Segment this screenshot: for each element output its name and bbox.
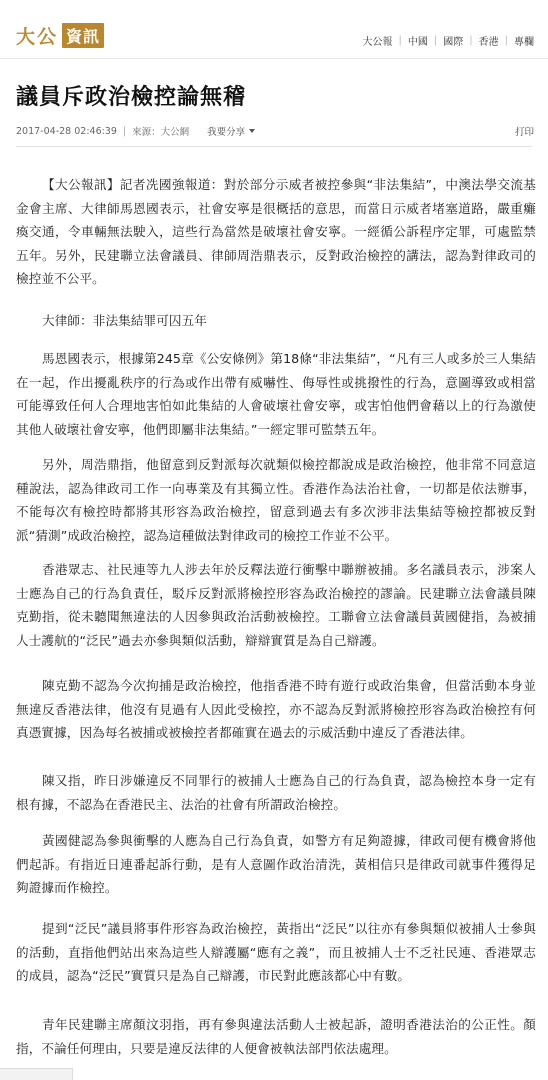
share-button[interactable] — [207, 124, 255, 138]
article-body — [16, 146, 536, 1056]
logo-box: 資訊 — [62, 23, 104, 48]
article-paragraph: 陳克勤不認為今次拘捕是政治檢控，他指香港不時有遊行或政治集會，但當活動本身並無違反香港法律，他沒有見過有人因此受檢控，亦不認為反對派將檢控形容為政治檢控有何真憑實據，因為每名被捕或被檢控者都確實在過去的示威活動中違反了香港法律。 — [16, 678, 536, 740]
bottom-tab[interactable] — [0, 1068, 73, 1080]
meta-divider: | — [122, 125, 127, 137]
nav-link-column[interactable]: 專欄 — [514, 37, 534, 48]
article-paragraph: 馬恩國表示，根據第245章《公安條例》第18條“非法集結”，“凡有三人或多於三人集結在一起，作出擾亂秩序的行為或作出帶有威嚇性、侮辱性或挑撥性的行為，意圖導致或相當可能導致任何人合理地害怕如此集結的人會破壞社會安寧，或害怕他們會藉以上的行為激使其他人破壞社會安寧，他們即屬非法集結。”一經定罪可監禁五年。 — [16, 351, 536, 437]
nav-link-takungpao[interactable]: 大公報 — [362, 37, 393, 48]
site-header — [0, 0, 548, 59]
nav-divider: | — [469, 35, 473, 46]
nav-link-international[interactable]: 國際 — [443, 37, 464, 48]
article-meta — [16, 124, 534, 138]
article-paragraph: 陳又指，昨日涉嫌違反不同罪行的被捕人士應為自己的行為負責，認為檢控本身一定有根有據，不認為在香港民主、法治的社會有所謂政治檢控。 — [16, 773, 536, 812]
article-paragraph: 黃國健認為參與衝擊的人應為自己行為負責，如警方有足夠證據，律政司便有機會將他們起訴。有指近日連番起訴行動，是有人意圖作政治清洗，黃相信只是律政司就事件獲得足夠證據而作檢控。 — [16, 833, 536, 895]
nav-link-china[interactable]: 中國 — [407, 37, 428, 48]
article-paragraph: 提到“泛民”議員將事件形容為政治檢控，黃指出“泛民”以往亦有參與類似被捕人士參與的活動，直指他們站出來為這些人辯護屬“應有之義”，而且被捕人士不乏社民連、香港眾志的成員，認為“泛民”實質只是為自己辯護，市民對此應該都心中有數。 — [16, 921, 536, 983]
chevron-down-icon — [249, 129, 255, 133]
article-title: 議員斥政治檢控論無稽 — [16, 85, 247, 110]
print-button[interactable]: 打印 — [514, 127, 534, 138]
article-source: 來源：大公網 — [132, 127, 190, 138]
share-label: 我要分享 — [207, 127, 246, 138]
publish-date: 2017-04-28 02:46:39 — [16, 125, 117, 137]
article-paragraph: 另外，周浩鼎指，他留意到反對派每次就類似檢控都說成是政治檢控，他非常不同意這種說法，認為律政司工作一向專業及有其獨立性。香港作為法治社會，一切都是依法辦事，不能每次有檢控時都將其形容為政治檢控，留意到過去有多次涉非法集結等檢控都被反對派“猜測”成政治檢控，認為這種做法對律政司的檢控工作並不公平。 — [16, 457, 536, 543]
nav-divider: | — [433, 35, 438, 46]
article-paragraph: 【大公報訊】記者冼國強報道：對於部分示威者被控參與“非法集結”，中澳法學交流基金會主席、大律師馬恩國表示，社會安寧是很概括的意思，而當日示威者堵塞道路，嚴重癱瘓交通，令車輛無法駛入，這些行為當然是破壞社會安寧。一經循公訴程序定罪，可處監禁五年。另外，民建聯立法會議員、律師周浩鼎表示，反對政治檢控的講法，認為對律政司的檢控並不公平。 — [16, 177, 536, 286]
top-nav — [363, 33, 535, 48]
site-logo[interactable] — [16, 22, 104, 49]
nav-divider: | — [398, 35, 402, 46]
article-paragraph: 香港眾志、社民連等九人涉去年於反釋法遊行衝擊中聯辦被捕。多名議員表示，涉案人士應為自己的行為負責任，駁斥反對派將檢控形容為政治檢控的謬論。民建聯立法會議員陳克勤指，從未聽聞無違法的人因參與政治活動被檢控。工聯會立法會議員黃國健指，為被捕人士護航的“泛民”過去亦參與類似活動，辯辯實質是為自己辯護。 — [16, 562, 536, 648]
article-subheading: 大律師：非法集結罪可囚五年 — [42, 313, 208, 328]
article-paragraph: 青年民建聯主席顏汶羽指，再有參與違法活動人士被起訴，證明香港法治的公正性。顏指，不論任何理由，只要是違反法律的人便會被執法部門依法處理。 — [16, 1017, 536, 1056]
logo-text: 大公 — [16, 26, 59, 48]
nav-divider: | — [504, 35, 508, 46]
nav-link-hongkong[interactable]: 香港 — [478, 37, 499, 48]
